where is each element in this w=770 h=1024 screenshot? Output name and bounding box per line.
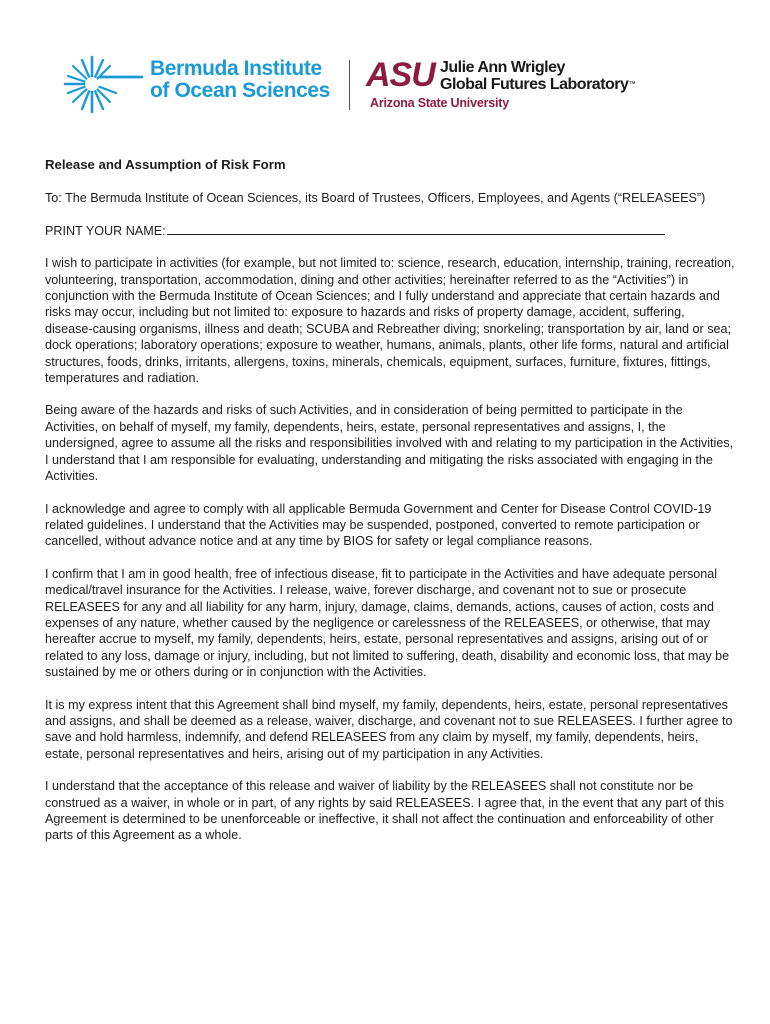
asu-mark: ASU — [366, 56, 435, 94]
paragraph-assumption: Being aware of the hazards and risks of such Activities, and in consideration of being permitted to participate in the Activities, on behalf of myself, my family, dependents, heirs, estate, personal representatives and assigns, I, the undersigned, agree to assume all the risks and responsibilities involved with and relating to my participation in the Activities, I understand that I am responsible for evaluating, understanding and mitigating the risks associated with engaging in the Activities. — [45, 403, 734, 484]
paragraph-severability: I understand that the acceptance of this release and waiver of liability by the RELEASEES shall not constitute nor be construed as a waiver, in whole or in part, of any rights by said RELEASEES. I agree that, in the event that any part of this Agreement is determined to be unenforceable or ineffective, it shall not affect the continuation and enforceability of other parts of this Agreement as a whole. — [45, 779, 725, 843]
bios-wordmark-line1: Bermuda Institute — [150, 57, 322, 80]
paragraph-covid: I acknowledge and agree to comply with all applicable Bermuda Government and Center for Disease Control COVID-19 related guidelines. I understand that the Activities may be suspended, postponed, converted to remote participation or cancelled, without advance notice and at any time by BIOS for safety or legal compliance reasons. — [45, 501, 712, 549]
bios-logo — [62, 52, 342, 116]
asu-lab-name — [440, 59, 635, 93]
trademark-symbol: ™ — [628, 81, 635, 88]
paragraph-intent: It is my express intent that this Agreement shall bind myself, my family, dependents, heirs, estate, personal representatives and assigns, and shall be deemed as a release, waiver, discharge, and covenant not to sue RELEASEES. I further agree to save and hold harmless, indemnify, and defend RELEASEES from any claim by myself, my family, dependents, heirs, estate, personal representatives and heirs, arising out of my participation in any Activities. — [45, 697, 733, 761]
bios-wordmark-line2: of Ocean Sciences — [150, 79, 330, 102]
print-name-field — [45, 223, 735, 239]
addressee-line: To: The Bermuda Institute of Ocean Sciences, its Board of Trustees, Officers, Employees, and Agents (“RELEASEES”) — [45, 191, 706, 206]
asu-university-name: Arizona State University — [370, 96, 509, 110]
paragraph-release: I confirm that I am in good health, free of infectious disease, fit to participate in the Activities and have adequate personal medical/travel insurance for the Activities. I release, waive, forever discharge, and covenant not to sue or prosecute RELEASEES for any and all liability for any harm, injury, damage, claims, demands, actions, causes of action, costs and expenses of any nature, whether caused by the negligence or carelessness of the RELEASEES, or otherwise, that may hereafter accrue to myself, my family, dependents, heirs, estate, personal representatives and assigns, arising out of or related to any loss, damage or injury, including, but not limited to suffering, death, disability and economic loss, that may be sustained by me or others during or in conjunction with the Activities. — [45, 566, 730, 680]
logo-divider — [349, 60, 350, 110]
asu-lab-line1: Julie Ann Wrigley — [440, 59, 565, 76]
bios-sunburst-icon — [62, 54, 144, 114]
form-body — [45, 157, 735, 860]
bios-wordmark — [150, 58, 330, 102]
asu-lab-line2: Global Futures Laboratory — [440, 76, 629, 93]
asu-logo — [366, 56, 656, 116]
paragraph-activities: I wish to participate in activities (for example, but not limited to: science, research, education, internship, training, recreation, volunteering, transportation, accommodation, dining and other activities; hereinafter referred to as the “Activities”) in conjunction with the Bermuda Institute of Ocean Sciences; and I fully understand and appreciate that certain hazards and risks may occur, including but not limited to: exposure to hazards and risks of property damage, accident, suffering, disease-causing organisms, illness and death; SCUBA and Rebreather diving; snorkeling; transportation by air, land or sea; dock operations; laboratory operations; exposure to weather, humans, animals, plants, other life forms, natural and artificial structures, foods, drinks, irritants, allergens, toxins, minerals, chemicals, equipment, surfaces, furniture, fixtures, fittings, temperatures and radiation. — [45, 256, 735, 386]
print-name-blank[interactable] — [167, 223, 665, 235]
form-title: Release and Assumption of Risk Form — [45, 157, 286, 172]
print-name-label: PRINT YOUR NAME: — [45, 223, 166, 238]
